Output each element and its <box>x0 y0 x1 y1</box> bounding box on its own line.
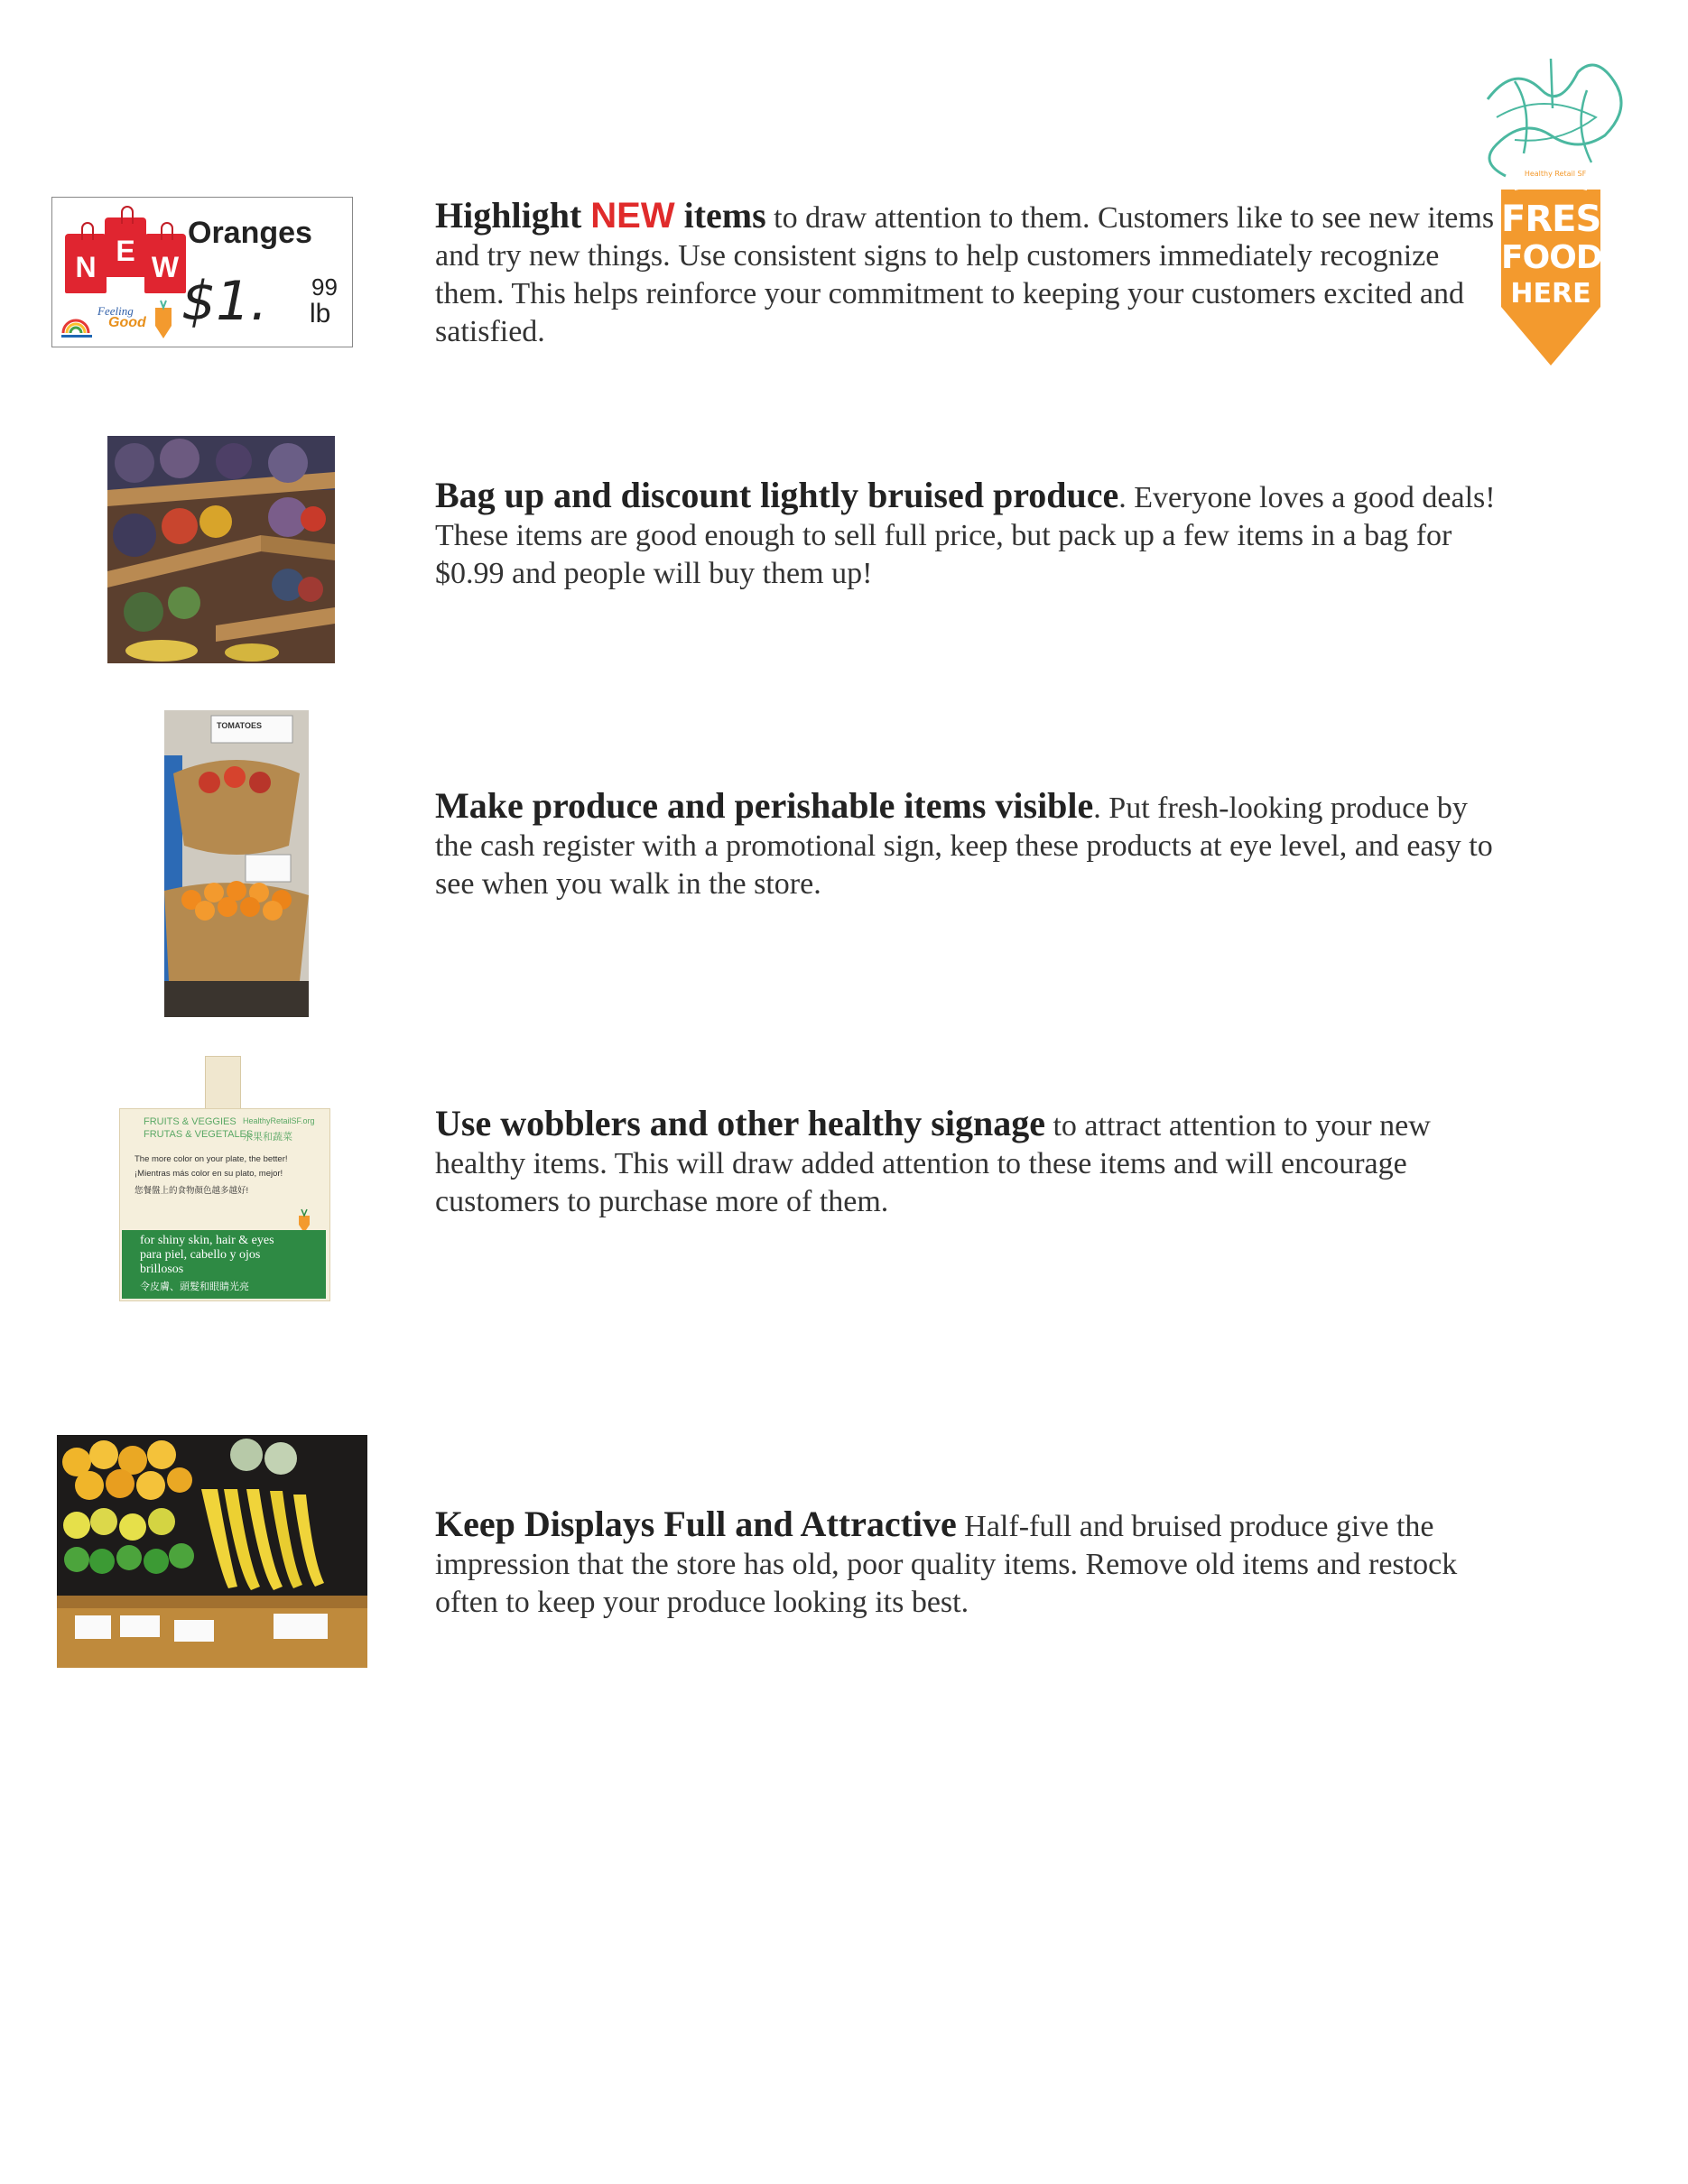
sign-product-name: Oranges <box>188 216 312 250</box>
wobbler-green-1: for shiny skin, hair & eyes <box>140 1234 274 1247</box>
wobbler-green-4: 令皮膚、頭髮和眼睛光亮 <box>140 1281 249 1292</box>
tip-1-lead-after: items <box>674 195 766 236</box>
logo-here: HERE <box>1510 278 1591 310</box>
wobbler-url: HealthyRetailSF.org <box>243 1116 315 1125</box>
wobbler-line-es: ¡Mientras más color en su plato, mejor! <box>134 1169 283 1179</box>
wobbler-green-2: para piel, cabello y ojos <box>140 1248 261 1262</box>
logo-foods: FOODS <box>1501 239 1625 276</box>
tip-3-body: . Put fresh-looking produce by the cash register with a promotional sign, keep these products at eye level, and easy to see when you walk in the store. <box>435 791 1493 901</box>
wobbler-title-es: FRUTAS & VEGETALES <box>144 1129 254 1140</box>
wobbler-tab <box>205 1056 241 1112</box>
new-tag-w: W <box>144 234 186 293</box>
full-display-image <box>57 1435 367 1668</box>
new-item-price-sign <box>51 197 353 347</box>
tip-2-body: . Everyone loves a good deals! These items are good enough to sell full price, but pack up a few items in a bag for $0.99 and people will buy them up! <box>435 481 1496 590</box>
sign-price-unit: lb <box>310 299 331 329</box>
rainbow-logo-icon <box>60 313 96 340</box>
wobbler-green-band <box>122 1230 326 1299</box>
logo-script-text: Healthy Retail SF <box>1524 170 1587 178</box>
tomatoes-label: TOMATOES <box>217 721 263 730</box>
tip-4-lead: Use wobblers and other healthy signage <box>435 1103 1045 1143</box>
wobbler-title-zh: 水果和蔬菜 <box>243 1131 292 1143</box>
produce-baskets-photo <box>164 710 309 1017</box>
tip-5-body: Half-full and bruised produce give the impression that the store has old, poor quality items. Remove old items and restock often to keep your produce looking its best. <box>435 1510 1458 1619</box>
tip-highlight-new <box>435 197 1500 351</box>
tip-5-lead: Keep Displays Full and Attractive <box>435 1504 957 1544</box>
sign-price-cents: 99 <box>311 273 338 301</box>
tip-2-lead: Bag up and discount lightly bruised produce <box>435 475 1119 515</box>
tip-4-body: to attract attention to your new healthy items. This will draw added attention to these items and will encourage customers to purchase more of them. <box>435 1109 1431 1218</box>
wobbler-title-en: FRUITS & VEGGIES <box>144 1116 237 1127</box>
logo-fresh: FRESH <box>1501 199 1630 240</box>
wobbler-line-zh: 您餐盤上的食物顏色越多越好! <box>134 1186 249 1196</box>
tip-bag-discount <box>435 477 1500 593</box>
tip-wobblers <box>435 1105 1500 1221</box>
sign-price: $1. <box>181 270 268 333</box>
full-display-photo <box>57 1435 367 1668</box>
tip-3-lead: Make produce and perishable items visible <box>435 785 1094 826</box>
carrot-mini-icon <box>153 299 173 340</box>
bagged-produce-image <box>107 436 335 663</box>
wobbler-green-3: brillosos <box>140 1263 184 1276</box>
feeling-good-logo-top: Feeling <box>97 304 134 318</box>
produce-baskets-image <box>164 710 309 1017</box>
tip-make-visible <box>435 787 1500 903</box>
tip-1-lead-before: Highlight <box>435 195 591 236</box>
bagged-produce-photo <box>107 436 335 663</box>
new-tag-n: N <box>65 234 107 293</box>
tip-keep-displays-full <box>435 1505 1500 1622</box>
wobbler-card <box>119 1108 330 1301</box>
tip-1-body: to draw attention to them. Customers like to see new items and try new things. Use consistent signs to help customers immediately recognize them. This helps reinforce your commitment to keeping your customers excited and satisfied. <box>435 201 1495 348</box>
new-tag-e: E <box>105 217 146 277</box>
tip-1-lead-new: NEW <box>590 196 675 236</box>
feeling-good-logo-bottom: Good <box>108 315 146 330</box>
wobbler-line-en: The more color on your plate, the better! <box>134 1154 288 1164</box>
wobbler-sign <box>119 1056 329 1298</box>
